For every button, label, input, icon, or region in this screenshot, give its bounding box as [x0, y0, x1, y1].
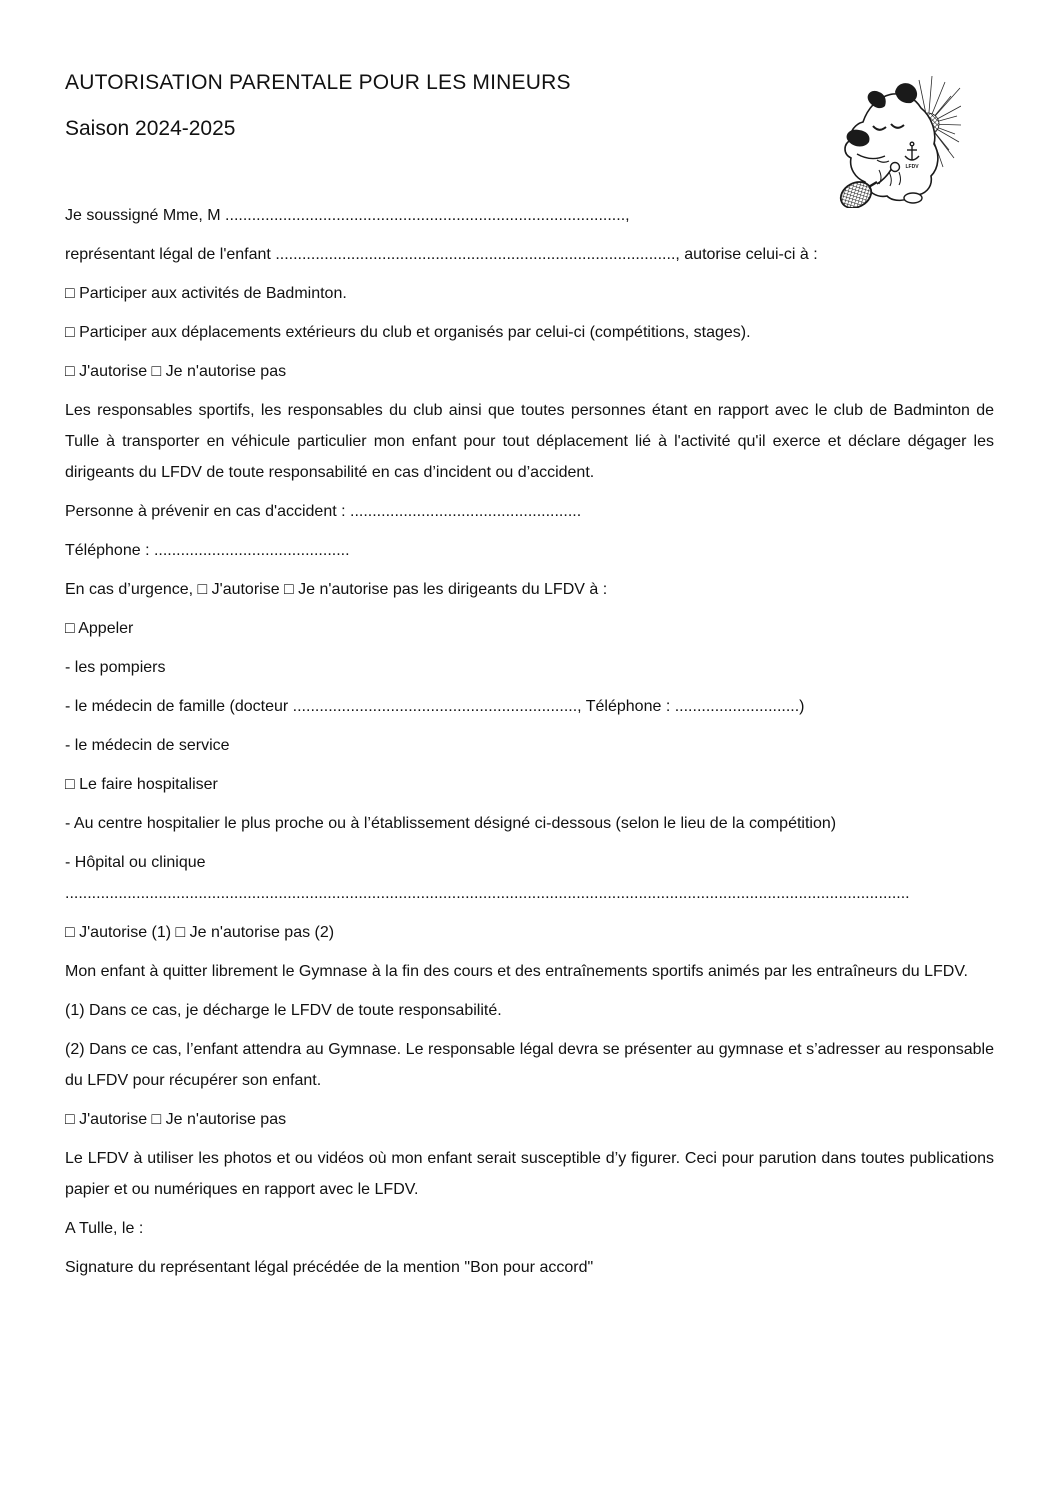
checkbox-line-authorize-photos: □ J'autorise □ Je n'autorise pas [65, 1111, 287, 1128]
checkbox-line-hospitalize: □ Le faire hospitaliser [65, 776, 218, 793]
line-duty-doctor: - le médecin de service [65, 737, 230, 754]
line-family-doctor: - le médecin de famille (docteur ................................................................, Téléphone : ............................) [65, 698, 805, 715]
tattoo-text: LFDV [905, 164, 919, 170]
document-title: AUTORISATION PARENTALE POUR LES MINEURS [65, 71, 571, 94]
checkbox-line-authorize-transport: □ J'autorise □ Je n'autorise pas [65, 363, 287, 380]
paragraph-photos-usage: Le LFDV à utiliser les photos et ou vidéos où mon enfant serait susceptible d’y figurer. Ceci pour parution dans toutes publications papier et ou numériques en rapport avec le LFDV. [65, 1150, 994, 1198]
club-mascot-logo [833, 70, 961, 208]
line-note-1: (1) Dans ce cas, je décharge le LFDV de toute responsabilité. [65, 1002, 502, 1019]
paragraph-leave-gym: Mon enfant à quitter librement le Gymnase à la fin des cours et des entraînements sportifs animés par les entraîneurs du LFDV. [65, 963, 968, 980]
line-nearest-hospital: - Au centre hospitalier le plus proche ou à l’établissement désigné ci-dessous (selon le lieu de la compétition) [65, 815, 837, 832]
line-firefighters: - les pompiers [65, 659, 166, 676]
line-signature-instruction: Signature du représentant légal précédée de la mention "Bon pour accord" [65, 1259, 594, 1276]
line-emergency-contact: Personne à prévenir en cas d'accident : .................................................... [65, 503, 582, 520]
checkbox-line-emergency-authorize: En cas d’urgence, □ J'autorise □ Je n'autorise pas les dirigeants du LFDV à : [65, 581, 608, 598]
line-hospital-or-clinic: - Hôpital ou clinique .............................................................................................................................................................................................. [65, 854, 910, 902]
checkbox-line-activities: □ Participer aux activités de Badminton. [65, 285, 347, 302]
form-body [65, 200, 994, 1283]
line-place-date: A Tulle, le : [65, 1220, 144, 1237]
paragraph-note-2: (2) Dans ce cas, l’enfant attendra au Gymnase. Le responsable légal devra se présenter au gymnase et s’adresser au responsable du LFDV pour récupérer son enfant. [65, 1041, 994, 1089]
season-subtitle: Saison 2024-2025 [65, 117, 236, 140]
paragraph-transport-liability: Les responsables sportifs, les responsables du club ainsi que toutes personnes étant en rapport avec le club de Badminton de Tulle à transporter en véhicule particulier mon enfant pour tout déplacement lié à l'activité qu'il exerce et déclare dégager les dirigeants du LFDV de toute responsabilité en cas d’incident ou d’accident. [65, 402, 994, 481]
checkbox-line-call: □ Appeler [65, 620, 134, 637]
line-phone: Téléphone : ............................................ [65, 542, 350, 559]
line-signatory-name: Je soussigné Mme, M .........................................................................................., [65, 207, 630, 224]
line-child-name: représentant légal de l'enfant .........................................................................................., autorise celui-ci à : [65, 246, 818, 263]
checkbox-line-authorize-leave: □ J'autorise (1) □ Je n'autorise pas (2) [65, 924, 335, 941]
checkbox-line-travel: □ Participer aux déplacements extérieurs du club et organisés par celui-ci (compétitions, stages). [65, 324, 751, 341]
